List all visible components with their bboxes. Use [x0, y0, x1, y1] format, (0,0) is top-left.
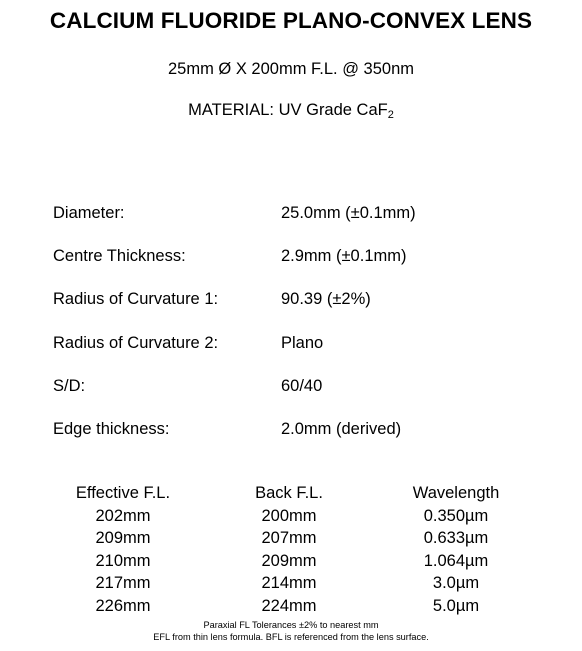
wavelength-cell: 0.350µm	[423, 506, 489, 525]
efl-cell: 202mm	[95, 506, 151, 525]
lens-spec-line: 25mm Ø X 200mm F.L. @ 350nm	[167, 60, 414, 78]
spec-value: 90.39 (±2%)	[281, 290, 371, 309]
spec-row-centre-thickness	[53, 247, 553, 290]
wavelength-cell: 5.0µm	[432, 596, 480, 615]
spec-value: 2.9mm (±0.1mm)	[281, 247, 407, 266]
spec-label: Radius of Curvature 2:	[53, 333, 219, 352]
bfl-cell: 224mm	[261, 596, 317, 615]
table-row	[0, 507, 582, 530]
spec-value: 2.0mm (derived)	[281, 419, 402, 438]
spec-label: Edge thickness:	[53, 419, 170, 438]
table-row	[0, 529, 582, 552]
table-row	[0, 574, 582, 597]
spec-row-edge-thickness	[53, 420, 553, 463]
material-line	[0, 101, 582, 121]
spec-row-diameter	[53, 204, 553, 247]
spec-value: Plano	[281, 333, 324, 352]
spec-row-radius-1	[53, 290, 553, 333]
material-subscript: 2	[387, 109, 394, 121]
table-row	[0, 597, 582, 620]
page-title: CALCIUM FLUORIDE PLANO-CONVEX LENS	[49, 8, 533, 33]
spec-value: 25.0mm (±0.1mm)	[281, 204, 416, 222]
footnotes	[0, 620, 582, 643]
spec-label: Centre Thickness:	[53, 247, 186, 266]
material-text: MATERIAL: UV Grade CaF	[188, 101, 388, 119]
wavelength-cell: 0.633µm	[423, 529, 489, 548]
table-row	[0, 552, 582, 575]
bfl-cell: 200mm	[261, 506, 317, 525]
spec-label: Radius of Curvature 1:	[53, 290, 219, 309]
efl-cell: 226mm	[95, 596, 151, 615]
bfl-cell: 207mm	[261, 529, 317, 548]
formula-note: EFL from thin lens formula. BFL is referenced from the lens surface.	[153, 631, 429, 642]
efl-cell: 210mm	[95, 551, 151, 570]
column-header-wavelength: Wavelength	[412, 484, 500, 502]
wavelength-cell: 3.0µm	[432, 574, 480, 593]
spec-list	[53, 204, 553, 463]
spec-row-radius-2	[53, 334, 553, 377]
spec-label: Diameter:	[53, 204, 125, 222]
spec-label: S/D:	[53, 376, 86, 395]
spec-value: 60/40	[281, 376, 323, 395]
bfl-cell: 209mm	[261, 551, 317, 570]
efl-cell: 217mm	[95, 574, 151, 593]
wavelength-cell: 1.064µm	[423, 551, 489, 570]
spec-row-scratch-dig	[53, 377, 553, 420]
column-header-efl: Effective F.L.	[75, 484, 171, 502]
bfl-cell: 214mm	[261, 574, 317, 593]
focal-length-table	[0, 484, 582, 620]
efl-cell: 209mm	[95, 529, 151, 548]
tolerance-note: Paraxial FL Tolerances ±2% to nearest mm	[203, 620, 379, 630]
column-header-bfl: Back F.L.	[255, 484, 323, 502]
table-header	[0, 484, 582, 507]
